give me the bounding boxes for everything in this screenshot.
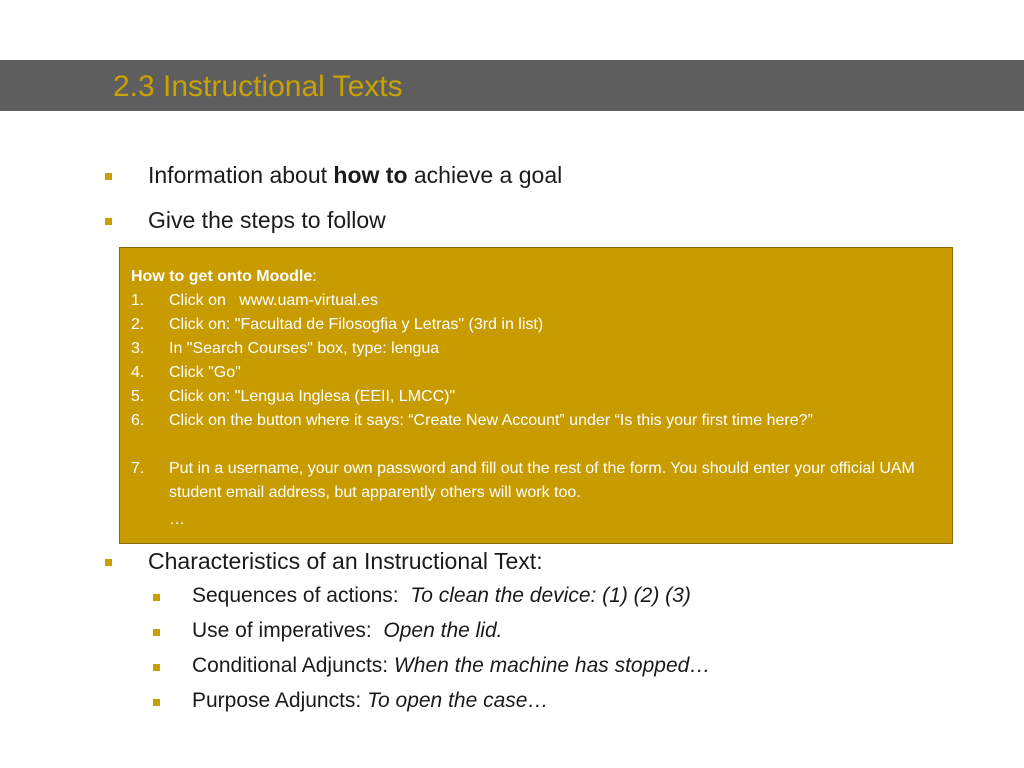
sub-bullet-example: Open the lid. [383,619,503,642]
title-bar [0,60,1024,111]
bullet-information-about [148,161,562,189]
sub-bullet-example: When the machine has stopped… [393,654,711,677]
step-number: 3. [131,340,145,357]
step-number: 2. [131,316,145,333]
sub-bullet-example: To clean the device: (1) (2) (3) [410,584,691,607]
example-box [119,247,953,544]
sub-bullet-square-icon [153,664,160,671]
slide-title: 2.3 Instructional Texts [113,70,403,103]
step-text: Click on: "Facultad de Filosogfia y Letras" (3rd in list) [169,316,544,333]
step-text: Put in a username, your own password and fill out the rest of the form. You should enter your official UAM student email address, but apparently others will work too. [169,460,915,501]
bullet-text: Information about [148,162,334,188]
sub-bullet-label: Use of imperatives: [192,619,384,642]
bullet-square-icon [105,559,112,566]
box-heading-text: How to get onto Moodle [131,268,313,285]
step-number: 4. [131,364,145,381]
step-text: Click on the button where it says: “Create New Account” under “Is this your first time here?” [169,412,813,429]
step-number: 1. [131,292,145,309]
sub-bullet-square-icon [153,629,160,636]
sub-bullet-label: Conditional Adjuncts: [192,654,394,677]
box-ellipsis: … [169,511,185,528]
bullet-square-icon [105,173,112,180]
box-heading-colon: : [312,268,317,285]
sub-bullet-square-icon [153,699,160,706]
sub-bullet-label: Sequences of actions: [192,584,411,607]
sub-bullet-example: To open the case… [367,689,549,712]
step-number: 6. [131,412,145,429]
sub-bullet-purpose [192,688,548,714]
bullet-emphasis: how to [333,162,408,188]
bullet-text: achieve a goal [407,162,563,188]
step-number: 5. [131,388,145,405]
step-number: 7. [131,460,145,477]
sub-bullet-conditional [192,653,710,679]
sub-bullet-imperatives [192,618,503,644]
sub-bullet-square-icon [153,594,160,601]
sub-bullet-sequences [192,583,691,609]
box-heading [131,265,317,289]
bullet-characteristics: Characteristics of an Instructional Text: [148,548,543,574]
step-text: In "Search Courses" box, type: lengua [169,340,440,357]
sub-bullet-label: Purpose Adjuncts: [192,689,368,712]
bullet-square-icon [105,218,112,225]
step-text: Click "Go" [169,364,241,381]
step-text: Click on: "Lengua Inglesa (EEII, LMCC)" [169,388,456,405]
bullet-give-steps: Give the steps to follow [148,207,386,233]
step-text: Click on www.uam-virtual.es [169,292,378,309]
